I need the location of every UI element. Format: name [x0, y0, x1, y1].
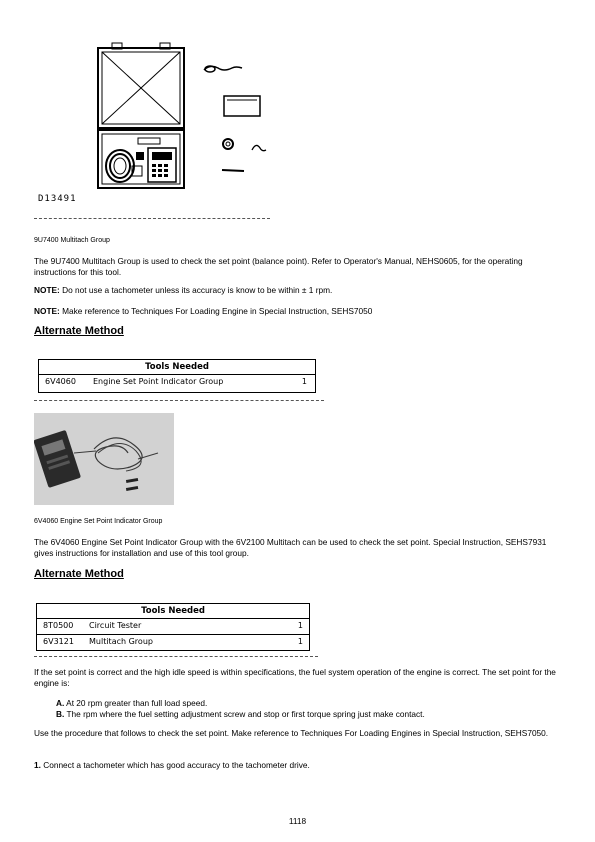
- table-title: Tools Needed: [145, 362, 209, 372]
- part-number: 6V4060: [45, 377, 76, 386]
- tool-name: Engine Set Point Indicator Group: [93, 377, 224, 386]
- step-text: Connect a tachometer which has good accuracy to the tachometer drive.: [40, 760, 310, 770]
- body-paragraph: The 6V4060 Engine Set Point Indicator Group with the 6V2100 Multitach can be used to check the set point. Special Instruction, SEHS7931 gives instructions for installation and use of this tool group.: [34, 537, 547, 558]
- section-heading: Alternate Method: [34, 325, 124, 337]
- part-number: 8T0500: [43, 621, 74, 630]
- quantity: 1: [301, 377, 307, 386]
- tools-table: [36, 603, 310, 651]
- note: [34, 306, 559, 317]
- list-item: [56, 698, 556, 709]
- part-number: 6V3121: [43, 637, 74, 646]
- separator: [34, 400, 324, 401]
- table-row: [37, 621, 309, 633]
- separator: [34, 218, 270, 219]
- body-paragraph: If the set point is correct and the high idle speed is within specifications, the fuel system operation of the engine is correct. The set point for the engine is:: [34, 667, 556, 688]
- multitach-case-illustration: [92, 40, 282, 200]
- section-heading: Alternate Method: [34, 568, 124, 580]
- note: [34, 285, 559, 296]
- list-item: [56, 709, 556, 720]
- note-prefix: NOTE:: [34, 306, 60, 316]
- indicator-group-photo-drawing: [34, 413, 174, 505]
- list-marker: A.: [56, 698, 65, 708]
- figure-caption: 9U7400 Multitach Group: [34, 237, 110, 244]
- body-paragraph: The 9U7400 Multitach Group is used to check the set point (balance point). Refer to Operator's Manual, NEHS0605, for the operating instructions for this tool.: [34, 256, 523, 277]
- list-marker: B.: [56, 709, 65, 719]
- tool-name: Circuit Tester: [89, 621, 142, 630]
- body-paragraph: Use the procedure that follows to check the set point. Make reference to Techniques For Loading Engines in Special Instruction, SEHS7050.: [34, 728, 549, 738]
- tool-name: Multitach Group: [89, 637, 153, 646]
- table-title: Tools Needed: [141, 606, 205, 616]
- tools-table: [38, 359, 316, 393]
- figure-label: D13491: [38, 194, 77, 204]
- note-prefix: NOTE:: [34, 285, 60, 295]
- note-text: Make reference to Techniques For Loading Engine in Special Instruction, SEHS7050: [59, 306, 373, 316]
- figure-caption: 6V4060 Engine Set Point Indicator Group: [34, 518, 163, 525]
- table-row: [39, 377, 315, 389]
- quantity: 1: [297, 637, 303, 646]
- separator: [34, 656, 318, 657]
- table-row: [37, 637, 309, 649]
- quantity: 1: [297, 621, 303, 630]
- page-number: 1118: [288, 816, 307, 826]
- list-text: The rpm where the fuel setting adjustment screw and stop or first torque spring just make contact.: [64, 709, 425, 719]
- step-item: [34, 760, 559, 771]
- multitach-case-drawing: [92, 40, 282, 200]
- indicator-group-photo: [34, 413, 174, 505]
- step-marker: 1.: [34, 760, 41, 770]
- note-text: Do not use a tachometer unless its accuracy is know to be within ± 1 rpm.: [59, 285, 333, 295]
- list-text: At 20 rpm greater than full load speed.: [64, 698, 208, 708]
